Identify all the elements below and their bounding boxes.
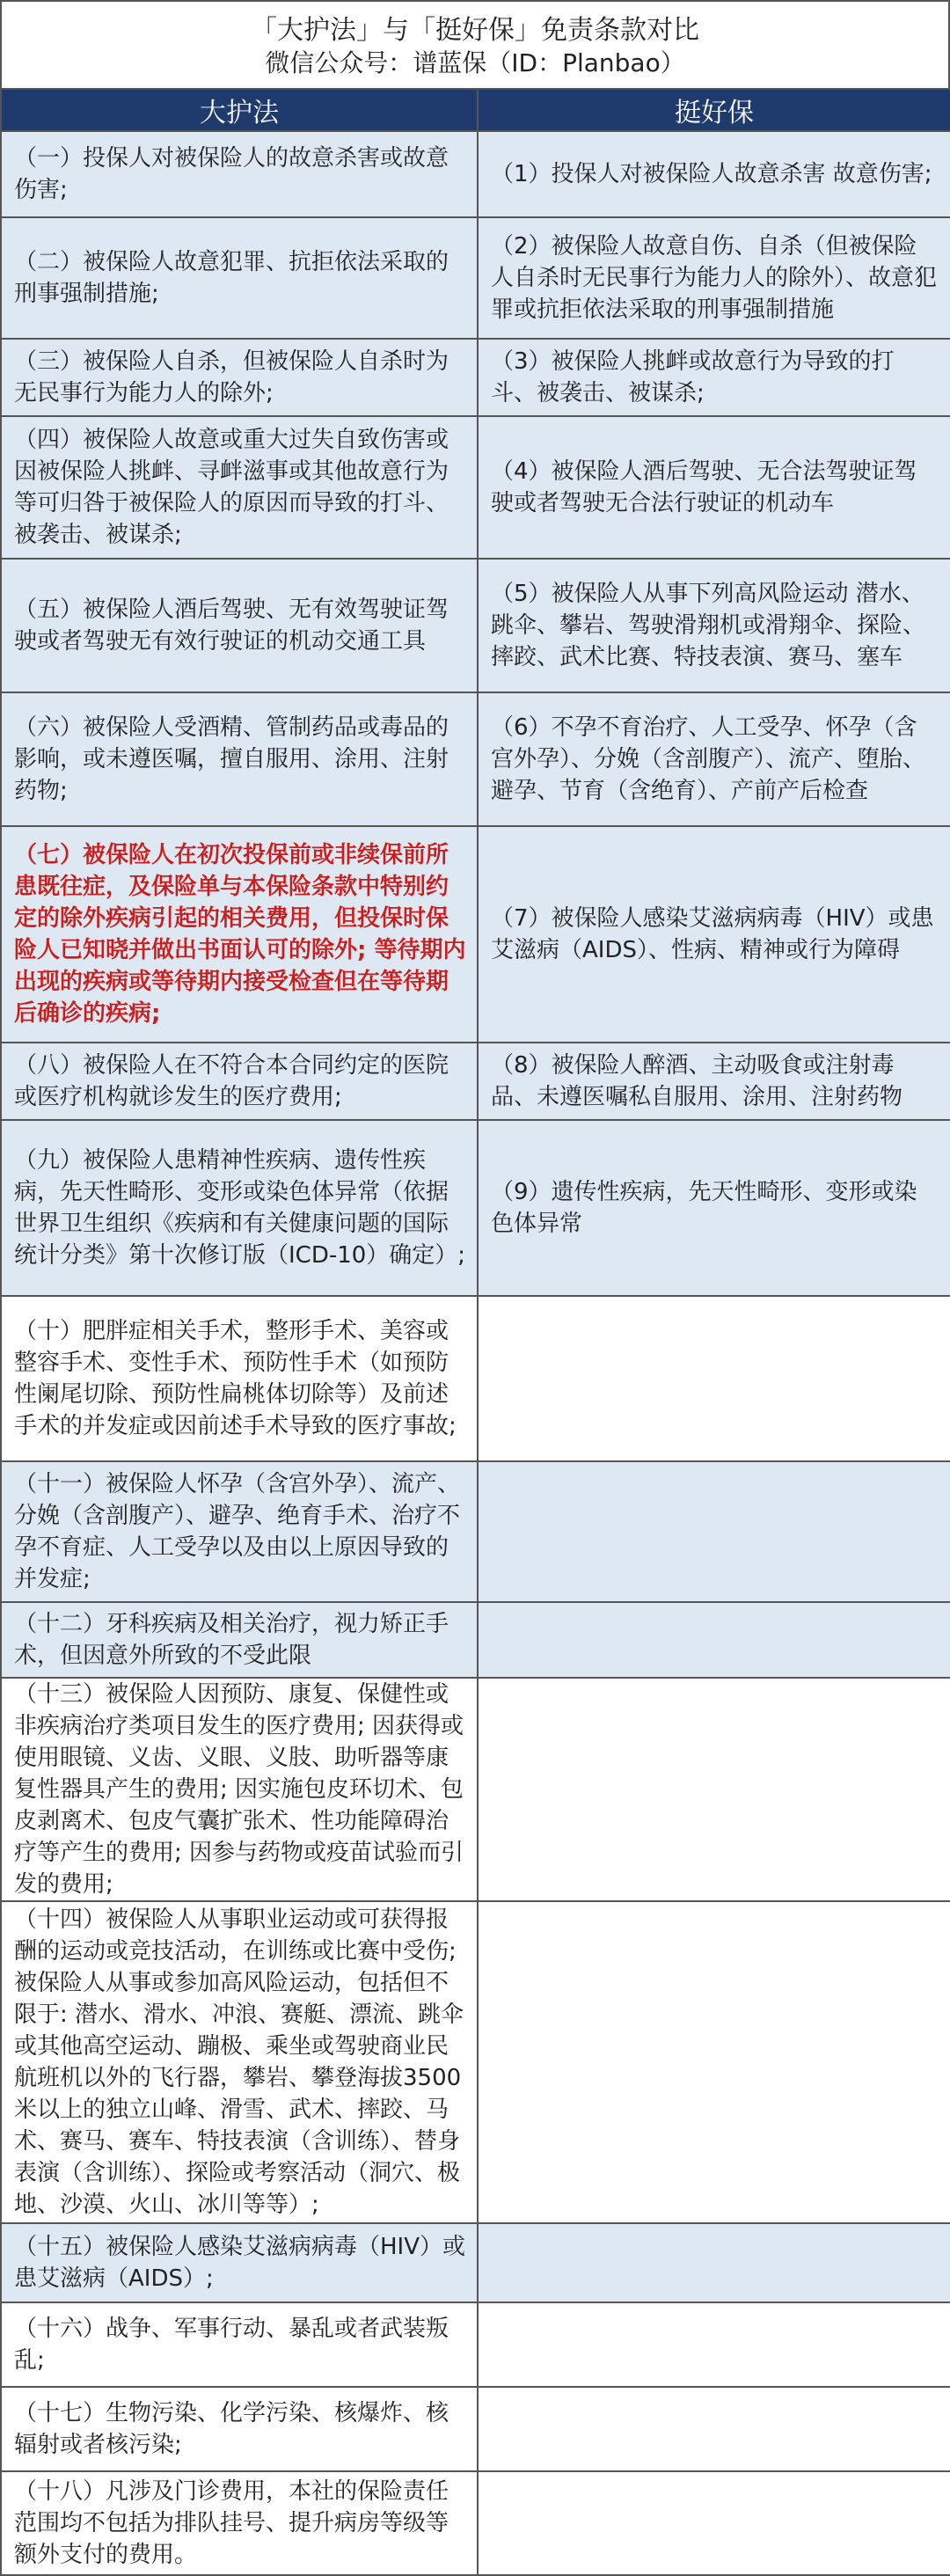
table-row <box>1 692 950 826</box>
right-cell: （9）遗传性疾病，先天性畸形、变形或染色体异常 <box>478 1120 950 1296</box>
right-cell: （6）不孕不育治疗、人工受孕、怀孕（含宫外孕）、分娩（含剖腹产）、流产、堕胎、避孕、节育（含绝育）、产前产后检查 <box>478 692 950 826</box>
left-cell: （十八）凡涉及门诊费用，本社的保险责任范围均不包括为排队挂号、提升病房等级等额外支付的费用。 <box>1 2471 478 2575</box>
right-cell <box>478 1296 950 1461</box>
left-cell: （十六）战争、军事行动、暴乱或者武装叛乱; <box>1 2302 478 2387</box>
comparison-table <box>0 88 950 2576</box>
right-cell <box>478 2471 950 2575</box>
table-row <box>1 1602 950 1678</box>
table-row <box>1 1678 950 1901</box>
left-cell: （六）被保险人受酒精、管制药品或毒品的影响，或未遵医嘱，擅自服用、涂用、注射药物; <box>1 692 478 826</box>
left-cell: （十三）被保险人因预防、康复、保健性或非疾病治疗类项目发生的医疗费用; 因获得或使用眼镜、义齿、义眼、义肢、助听器等康复性器具产生的费用; 因实施包皮环切术、包皮剥离术、包皮气囊扩张术、性功能障碍治疗等产生的费用; 因参与药物或疫苗试验而引发的费用; <box>1 1678 478 1901</box>
page-title: 「大护法」与「挺好保」免责条款对比 <box>251 15 699 46</box>
right-cell: （5）被保险人从事下列高风险运动 潜水、跳伞、攀岩、驾驶滑翔机或滑翔伞、探险、摔跤、武术比赛、特技表演、赛马、塞车 <box>478 559 950 692</box>
left-cell-highlighted: （七）被保险人在初次投保前或非续保前所患既往症，及保险单与本保险条款中特别约定的除外疾病引起的相关费用，但投保时保险人已知晓并做出书面认可的除外; 等待期内出现的疾病或等待期内接受检查但在等待期后确诊的疾病; <box>1 826 478 1043</box>
right-cell <box>478 1678 950 1901</box>
table-row <box>1 1901 950 2223</box>
table-row <box>1 1461 950 1602</box>
left-cell: （五）被保险人酒后驾驶、无有效驾驶证驾驶或者驾驶无有效行驶证的机动交通工具 <box>1 559 478 692</box>
left-cell: （九）被保险人患精神性疾病、遗传性疾病，先天性畸形、变形或染色体异常（依据世界卫生组织《疾病和有关健康问题的国际统计分类》第十次修订版（ICD-10）确定）; <box>1 1120 478 1296</box>
right-cell: （4）被保险人酒后驾驶、无合法驾驶证驾驶或者驾驶无合法行驶证的机动车 <box>478 416 950 559</box>
right-cell: （3）被保险人挑衅或故意行为导致的打斗、被袭击、被谋杀; <box>478 339 950 416</box>
right-cell <box>478 1602 950 1678</box>
left-cell: （三）被保险人自杀，但被保险人自杀时为无民事行为能力人的除外; <box>1 339 478 416</box>
table-row <box>1 416 950 559</box>
table-header-row <box>1 89 950 131</box>
title-block <box>0 0 950 88</box>
left-cell: （十五）被保险人感染艾滋病病毒（HIV）或患艾滋病（AIDS）; <box>1 2223 478 2302</box>
table-row <box>1 559 950 692</box>
table-row <box>1 826 950 1043</box>
right-cell <box>478 2387 950 2471</box>
table-row <box>1 2223 950 2302</box>
left-cell: （十七）生物污染、化学污染、核爆炸、核辐射或者核污染; <box>1 2387 478 2471</box>
table-row <box>1 2471 950 2575</box>
right-cell: （1）投保人对被保险人故意杀害 故意伤害; <box>478 131 950 217</box>
table-row <box>1 1120 950 1296</box>
column-header-tinghaobao: 挺好保 <box>478 89 950 131</box>
right-cell <box>478 2302 950 2387</box>
left-cell: （十）肥胖症相关手术，整形手术、美容或整容手术、变性手术、预防性手术（如预防性阑尾切除、预防性扁桃体切除等）及前述手术的并发症或因前述手术导致的医疗事故; <box>1 1296 478 1461</box>
column-header-dahufa: 大护法 <box>1 89 478 131</box>
right-cell <box>478 1461 950 1602</box>
right-cell: （8）被保险人醉酒、主动吸食或注射毒品、未遵医嘱私自服用、涂用、注射药物 <box>478 1043 950 1120</box>
table-row <box>1 339 950 416</box>
left-cell: （二）被保险人故意犯罪、抗拒依法采取的刑事强制措施; <box>1 217 478 339</box>
left-cell: （四）被保险人故意或重大过失自致伤害或因被保险人挑衅、寻衅滋事或其他故意行为等可归咎于被保险人的原因而导致的打斗、被袭击、被谋杀; <box>1 416 478 559</box>
table-row <box>1 1296 950 1461</box>
right-cell <box>478 1901 950 2223</box>
table-row <box>1 2387 950 2471</box>
left-cell: （十二）牙科疾病及相关治疗，视力矫正手术，但因意外所致的不受此限 <box>1 1602 478 1678</box>
right-cell: （2）被保险人故意自伤、自杀（但被保险人自杀时无民事行为能力人的除外）、故意犯罪或抗拒依法采取的刑事强制措施 <box>478 217 950 339</box>
right-cell: （7）被保险人感染艾滋病病毒（HIV）或患艾滋病（AIDS）、性病、精神或行为障碍 <box>478 826 950 1043</box>
table-row <box>1 1043 950 1120</box>
left-cell: （一）投保人对被保险人的故意杀害或故意伤害; <box>1 131 478 217</box>
left-cell: （十四）被保险人从事职业运动或可获得报酬的运动或竞技活动，在训练或比赛中受伤; 被保险人从事或参加高风险运动，包括但不限于: 潜水、滑水、冲浪、赛艇、漂流、跳伞或其他高空运动、蹦极、乘坐或驾驶商业民航班机以外的飞行器，攀岩、攀登海拔3500米以上的独立山峰、滑雪、武术、摔跤、马术、赛马、赛车、特技表演（含训练）、替身表演（含训练）、探险或考察活动（洞穴、极地、沙漠、火山、冰川等等）; <box>1 1901 478 2223</box>
right-cell <box>478 2223 950 2302</box>
table-row <box>1 2302 950 2387</box>
left-cell: （八）被保险人在不符合本合同约定的医院或医疗机构就诊发生的医疗费用; <box>1 1043 478 1120</box>
page-subtitle: 微信公众号：谱蓝保（ID：Planbao） <box>265 48 685 77</box>
table-row <box>1 131 950 217</box>
table-row <box>1 217 950 339</box>
left-cell: （十一）被保险人怀孕（含宫外孕）、流产、分娩（含剖腹产）、避孕、绝育手术、治疗不孕不育症、人工受孕以及由以上原因导致的并发症; <box>1 1461 478 1602</box>
